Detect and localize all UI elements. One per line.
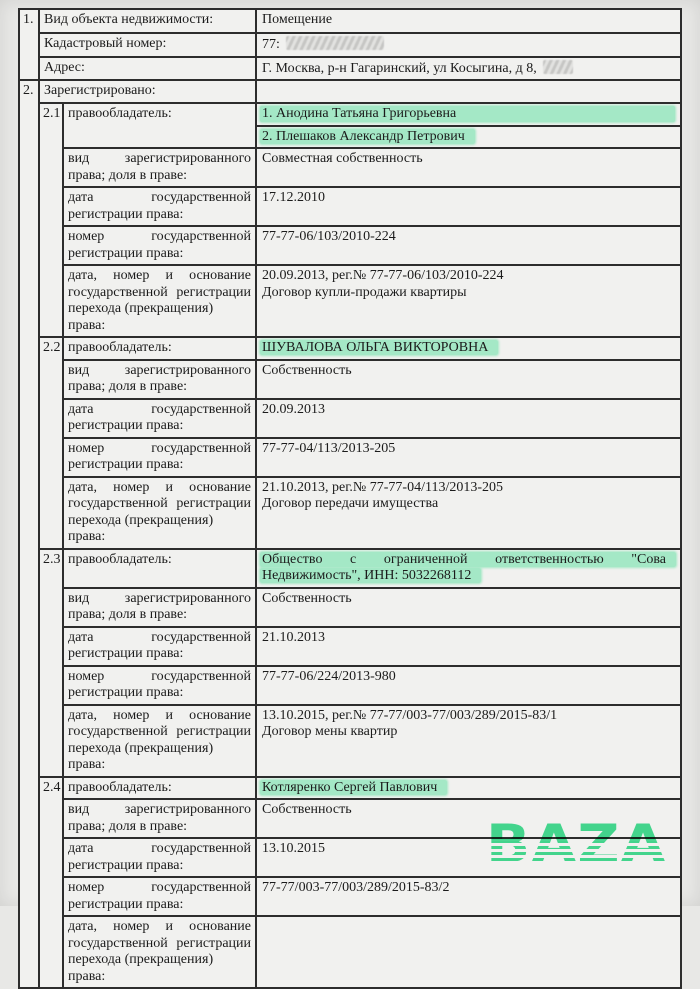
field-label: дата, номер и основание государственной регистрации перехода (прекращения) права: [63, 705, 256, 777]
field-label: номер государственной регистрации права: [63, 877, 256, 916]
field-label: дата, номер и основание государственной регистрации перехода (прекращения) права: [63, 265, 256, 337]
table-row [19, 877, 681, 916]
highlight-mark: 2. Плешаков Александр Петрович [260, 129, 475, 144]
table-row [19, 627, 681, 666]
entry-number: 2.1 [39, 103, 63, 338]
rights-holder [256, 549, 681, 588]
field-value: Помещение [256, 9, 681, 33]
table-row [19, 265, 681, 337]
table-row [19, 549, 681, 588]
field-value: 77-77/003-77/003/289/2015-83/2 [256, 877, 681, 916]
field-value: 20.09.2013, рег.№ 77-77-06/103/2010-224 Договор купли-продажи квартиры [256, 265, 681, 337]
rights-holder [256, 103, 681, 126]
field-label: правообладатель: [63, 777, 256, 800]
rights-holder [256, 337, 681, 360]
table-row [19, 705, 681, 777]
baza-watermark: BAZA [486, 814, 667, 876]
field-value: 20.09.2013 [256, 399, 681, 438]
table-row [19, 187, 681, 226]
redacted-area [543, 60, 573, 74]
field-value: Собственность [256, 360, 681, 399]
field-label: дата, номер и основание государственной регистрации перехода (прекращения) права: [63, 916, 256, 988]
field-label: дата государственной регистрации права: [63, 187, 256, 226]
field-label: Вид объекта недвижимости: [39, 9, 256, 33]
field-label: Адрес: [39, 57, 256, 81]
entry-number: 2.2 [39, 337, 63, 549]
table-row [19, 337, 681, 360]
field-value: 13.10.2015, рег.№ 77-77/003-77/003/289/2015-83/1 Договор мены квартир [256, 705, 681, 777]
field-value: 17.12.2010 [256, 187, 681, 226]
field-label: номер государственной регистрации права: [63, 666, 256, 705]
table-row [19, 148, 681, 187]
table-row [19, 588, 681, 627]
table-row [19, 80, 681, 103]
field-value [256, 916, 681, 988]
field-label: вид зарегистрированного права; доля в праве: [63, 360, 256, 399]
table-row [19, 360, 681, 399]
table-row [19, 916, 681, 988]
redacted-area [286, 36, 384, 50]
field-value: Совместная собственность [256, 148, 681, 187]
rights-holder [256, 126, 681, 149]
field-value: Собственность [256, 799, 681, 838]
field-label: номер государственной регистрации права: [63, 226, 256, 265]
table-row [19, 9, 681, 33]
table-row [19, 438, 681, 477]
field-value: Собственность [256, 588, 681, 627]
cadastral-prefix: 77: [262, 37, 280, 52]
field-label: дата государственной регистрации права: [63, 838, 256, 877]
table-row [19, 226, 681, 265]
table-row [19, 399, 681, 438]
entry-number: 2.4 [39, 777, 63, 989]
field-value: 21.10.2013 [256, 627, 681, 666]
table-row [19, 33, 681, 57]
section-number: 1. [19, 9, 39, 80]
table-row [19, 666, 681, 705]
highlight-mark: ШУВАЛОВА ОЛЬГА ВИКТОРОВНА [260, 340, 498, 355]
field-label: дата государственной регистрации права: [63, 627, 256, 666]
field-value: 77-77-04/113/2013-205 [256, 438, 681, 477]
section-title: Зарегистрировано: [39, 80, 256, 103]
highlight-mark: Общество с ограниченной ответственностью "Сова [260, 552, 676, 567]
address-text: Г. Москва, р-н Гагаринский, ул Косыгина, д 8, [262, 60, 537, 76]
field-value [256, 33, 681, 57]
field-label: Кадастровый номер: [39, 33, 256, 57]
field-label: дата государственной регистрации права: [63, 399, 256, 438]
table-row [19, 57, 681, 81]
table-row [19, 477, 681, 549]
field-value [256, 57, 681, 81]
highlight-mark: Котляренко Сергей Павлович [260, 780, 447, 795]
field-label: дата, номер и основание государственной регистрации перехода (прекращения) права: [63, 477, 256, 549]
entry-number: 2.3 [39, 549, 63, 777]
field-label: вид зарегистрированного права; доля в праве: [63, 799, 256, 838]
field-label: вид зарегистрированного права; доля в праве: [63, 148, 256, 187]
field-value: 21.10.2013, рег.№ 77-77-04/113/2013-205 Договор передачи имущества [256, 477, 681, 549]
field-label: правообладатель: [63, 103, 256, 149]
field-value [256, 80, 681, 103]
highlight-mark: Недвижимость", ИНН: 5032268112 [260, 568, 481, 583]
rights-holder [256, 777, 681, 800]
field-label: правообладатель: [63, 549, 256, 588]
field-label: номер государственной регистрации права: [63, 438, 256, 477]
table-row [19, 777, 681, 800]
table-row [19, 103, 681, 126]
field-value: 77-77-06/103/2010-224 [256, 226, 681, 265]
field-value: 13.10.2015 [256, 838, 681, 877]
highlight-mark: 1. Анодина Татьяна Григорьевна [260, 106, 675, 123]
field-label: вид зарегистрированного права; доля в праве: [63, 588, 256, 627]
field-value: 77-77-06/224/2013-980 [256, 666, 681, 705]
section-number: 2. [19, 80, 39, 988]
field-label: правообладатель: [63, 337, 256, 360]
